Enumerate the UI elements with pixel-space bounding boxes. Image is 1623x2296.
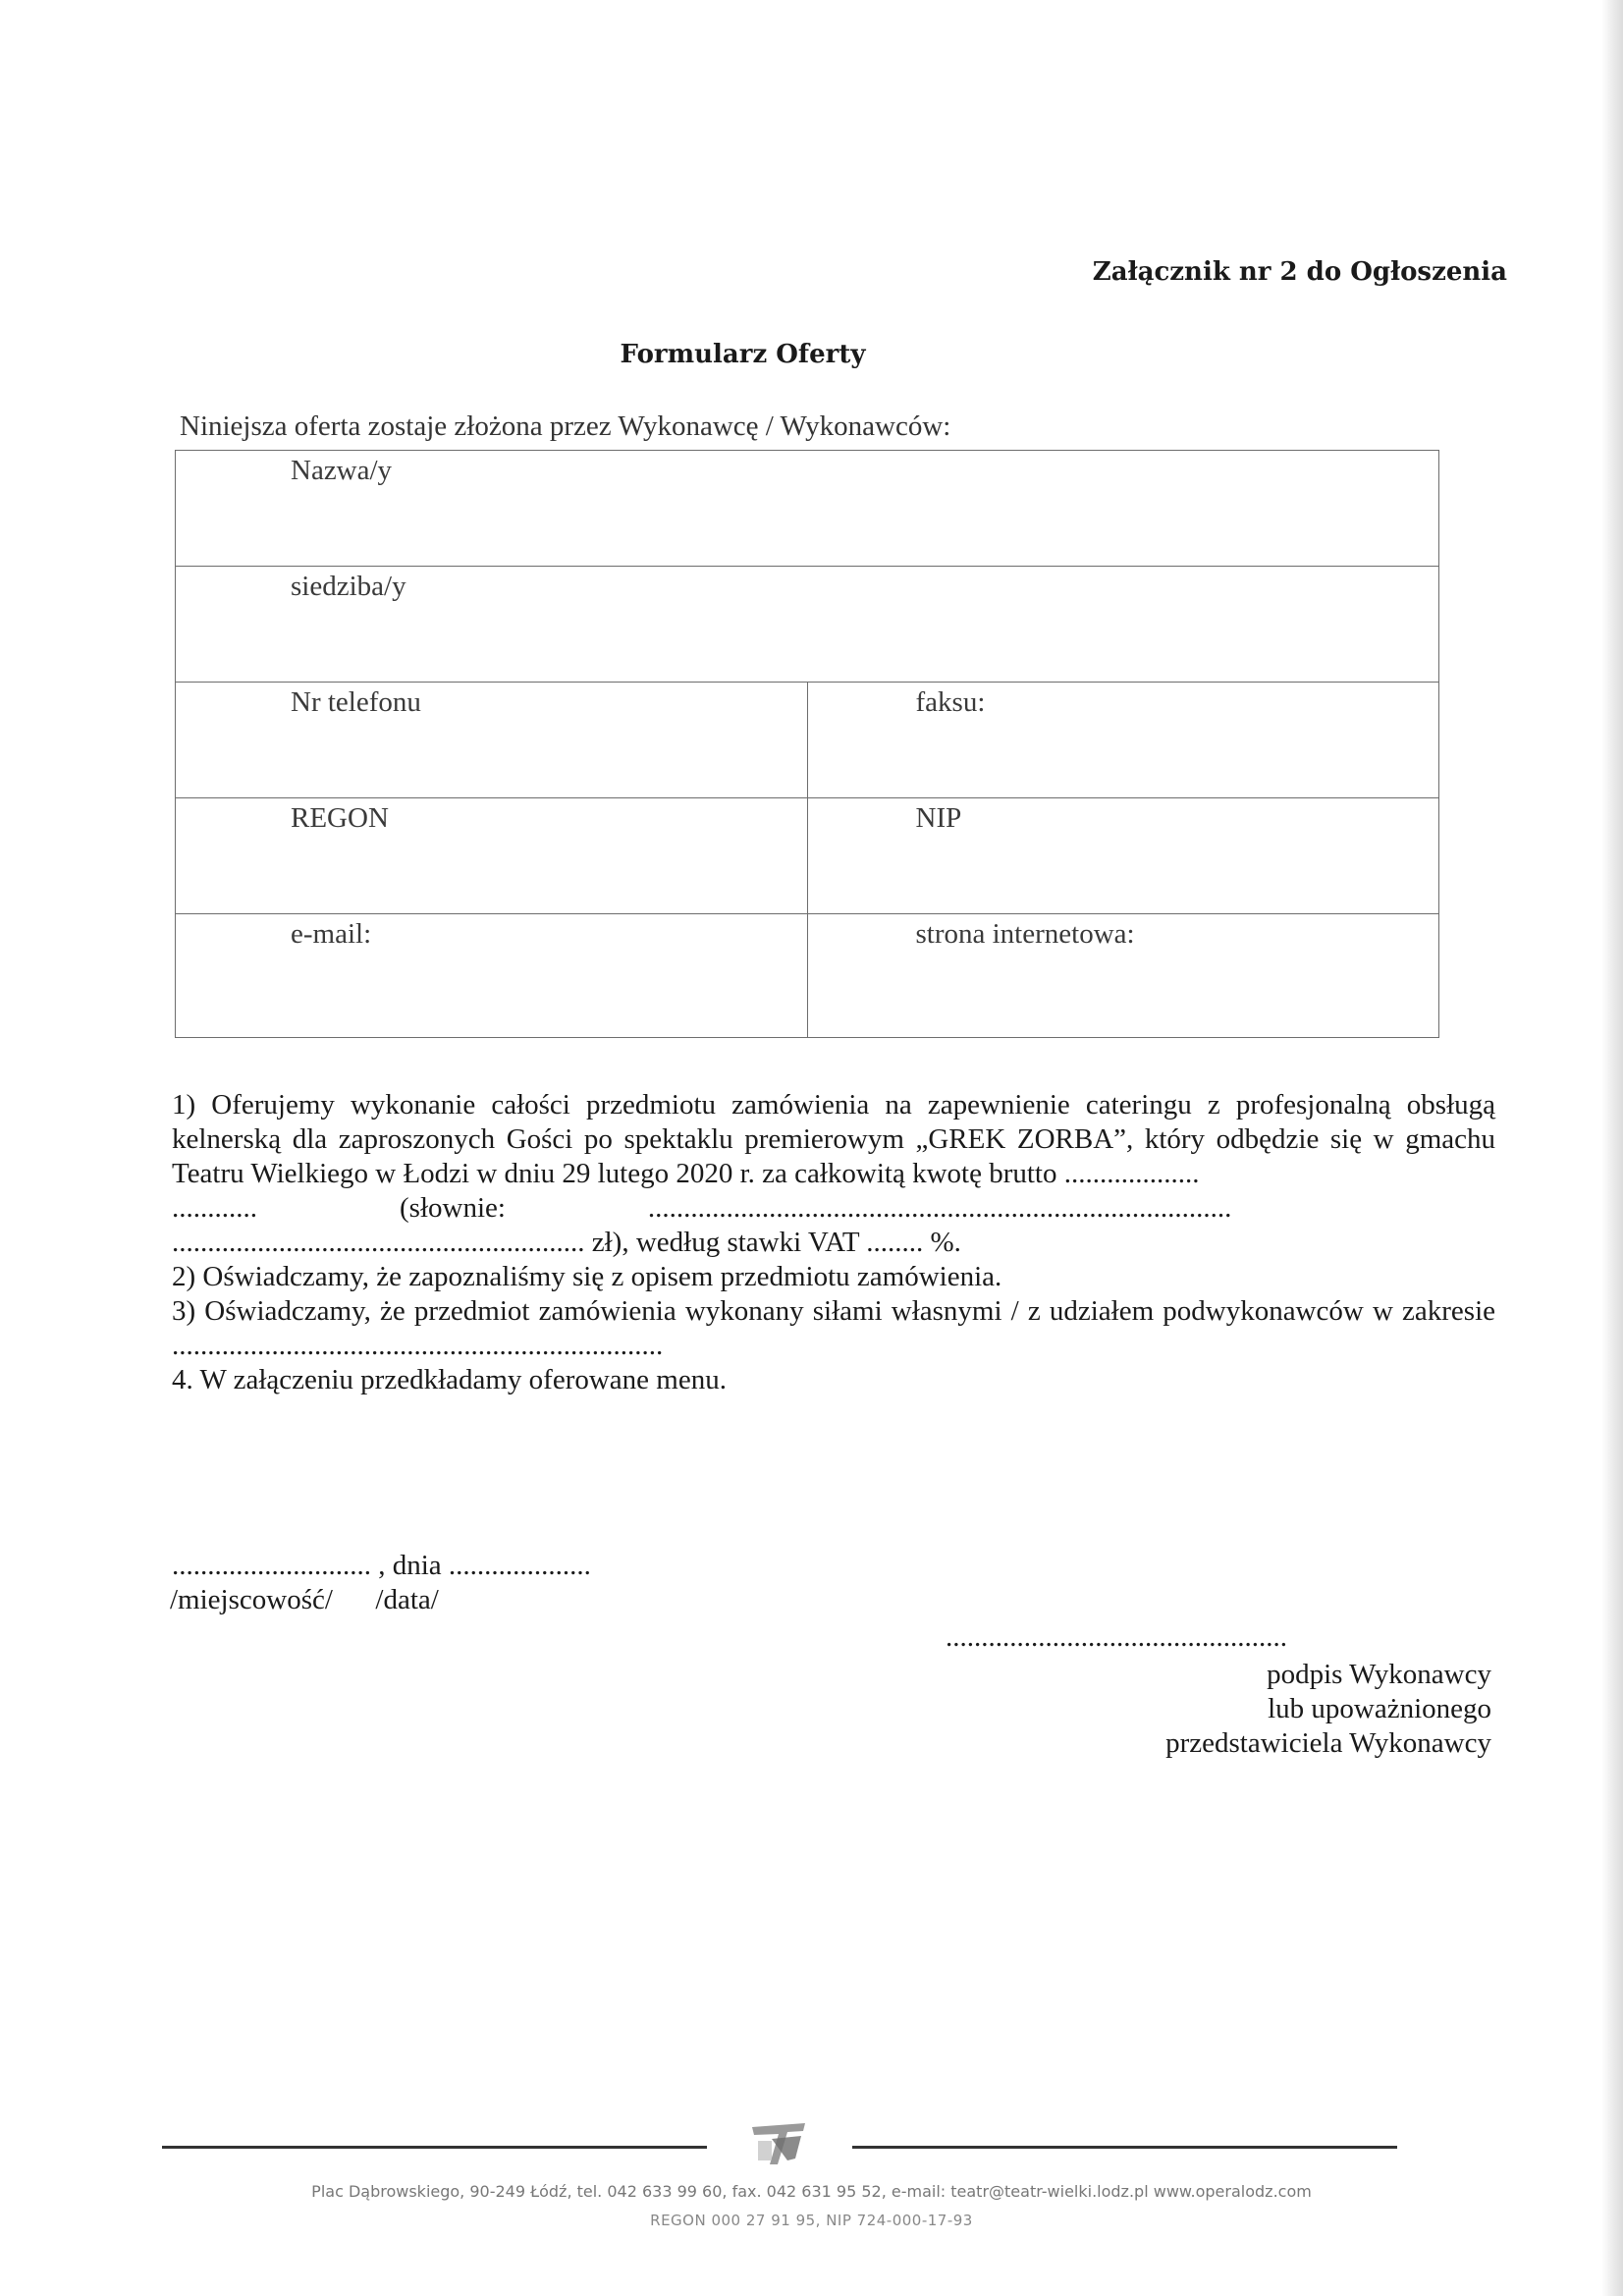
form-title: Formularz Oferty bbox=[620, 340, 866, 369]
signature-block bbox=[1001, 1658, 1491, 1761]
offer-body bbox=[172, 1088, 1495, 1397]
offer-paragraph-4: 4. W załączeniu przedkładamy oferowane menu. bbox=[172, 1364, 727, 1395]
field-regon-cell[interactable] bbox=[176, 798, 808, 914]
field-nip-label: NIP bbox=[915, 802, 962, 834]
theatre-logo-icon bbox=[748, 2119, 809, 2168]
footer-rule-left bbox=[162, 2146, 707, 2149]
place-date-line: ............................ , dnia .................... bbox=[172, 1550, 591, 1581]
field-regon-label: REGON bbox=[291, 802, 389, 834]
signature-dots: ................................................ bbox=[946, 1621, 1287, 1653]
field-fax-label: faksu: bbox=[915, 686, 986, 718]
attachment-label: Załącznik nr 2 do Ogłoszenia bbox=[1092, 257, 1507, 287]
field-seat-cell[interactable] bbox=[176, 567, 1439, 683]
field-website-cell[interactable] bbox=[807, 914, 1439, 1038]
date-label: /data/ bbox=[375, 1584, 439, 1615]
signature-line-3: przedstawiciela Wykonawcy bbox=[1165, 1727, 1491, 1759]
field-nip-cell[interactable] bbox=[807, 798, 1439, 914]
offer-amount-words-line: ............ (słownie: .................................................................................. bbox=[172, 1192, 1232, 1224]
place-date-labels bbox=[170, 1584, 439, 1616]
field-name-label: Nazwa/y bbox=[291, 455, 393, 486]
footer-rule-right bbox=[852, 2146, 1397, 2149]
place-label: /miejscowość/ bbox=[170, 1584, 333, 1615]
field-phone-cell[interactable] bbox=[176, 683, 808, 798]
footer-address: Plac Dąbrowskiego, 90-249 Łódź, tel. 042 633 99 60, fax. 042 631 95 52, e-mail: teatr@teatr-wielki.lodz.pl www.operalodz.com bbox=[311, 2182, 1312, 2201]
offer-vat-line: .......................................................... zł), według stawki VAT ........ %. bbox=[172, 1227, 961, 1258]
contractor-form-table bbox=[175, 450, 1439, 1038]
field-website-label: strona internetowa: bbox=[915, 918, 1135, 950]
signature-line-1: podpis Wykonawcy bbox=[1267, 1659, 1491, 1690]
offer-paragraph-1: 1) Oferujemy wykonanie całości przedmiotu zamówienia na zapewnienie cateringu z profesjonalną obsługą kelnerską dla zaproszonych Gości po spektaklu premierowym „GREK ZORBA”, który odbędzie się w gmachu Teatru Wielkiego w Łodzi w dniu 29 lutego 2020 r. za całkowitą kwotę brutto ................... bbox=[172, 1089, 1495, 1189]
signature-line-2: lub upoważnionego bbox=[1268, 1693, 1491, 1724]
field-fax-cell[interactable] bbox=[807, 683, 1439, 798]
intro-text: Niniejsza oferta zostaje złożona przez Wykonawcę / Wykonawców: bbox=[180, 410, 951, 442]
offer-paragraph-2: 2) Oświadczamy, że zapoznaliśmy się z opisem przedmiotu zamówienia. bbox=[172, 1261, 1002, 1292]
field-email-cell[interactable] bbox=[176, 914, 808, 1038]
field-phone-label: Nr telefonu bbox=[291, 686, 421, 718]
field-seat-label: siedziba/y bbox=[291, 571, 406, 602]
field-email-label: e-mail: bbox=[291, 918, 372, 950]
footer-regon: REGON 000 27 91 95, NIP 724-000-17-93 bbox=[650, 2212, 973, 2229]
field-name-cell[interactable] bbox=[176, 451, 1439, 567]
offer-paragraph-3: 3) Oświadczamy, że przedmiot zamówienia wykonany siłami własnymi / z udziałem podwykonawców w zakresie ..................................................................... bbox=[172, 1295, 1495, 1361]
